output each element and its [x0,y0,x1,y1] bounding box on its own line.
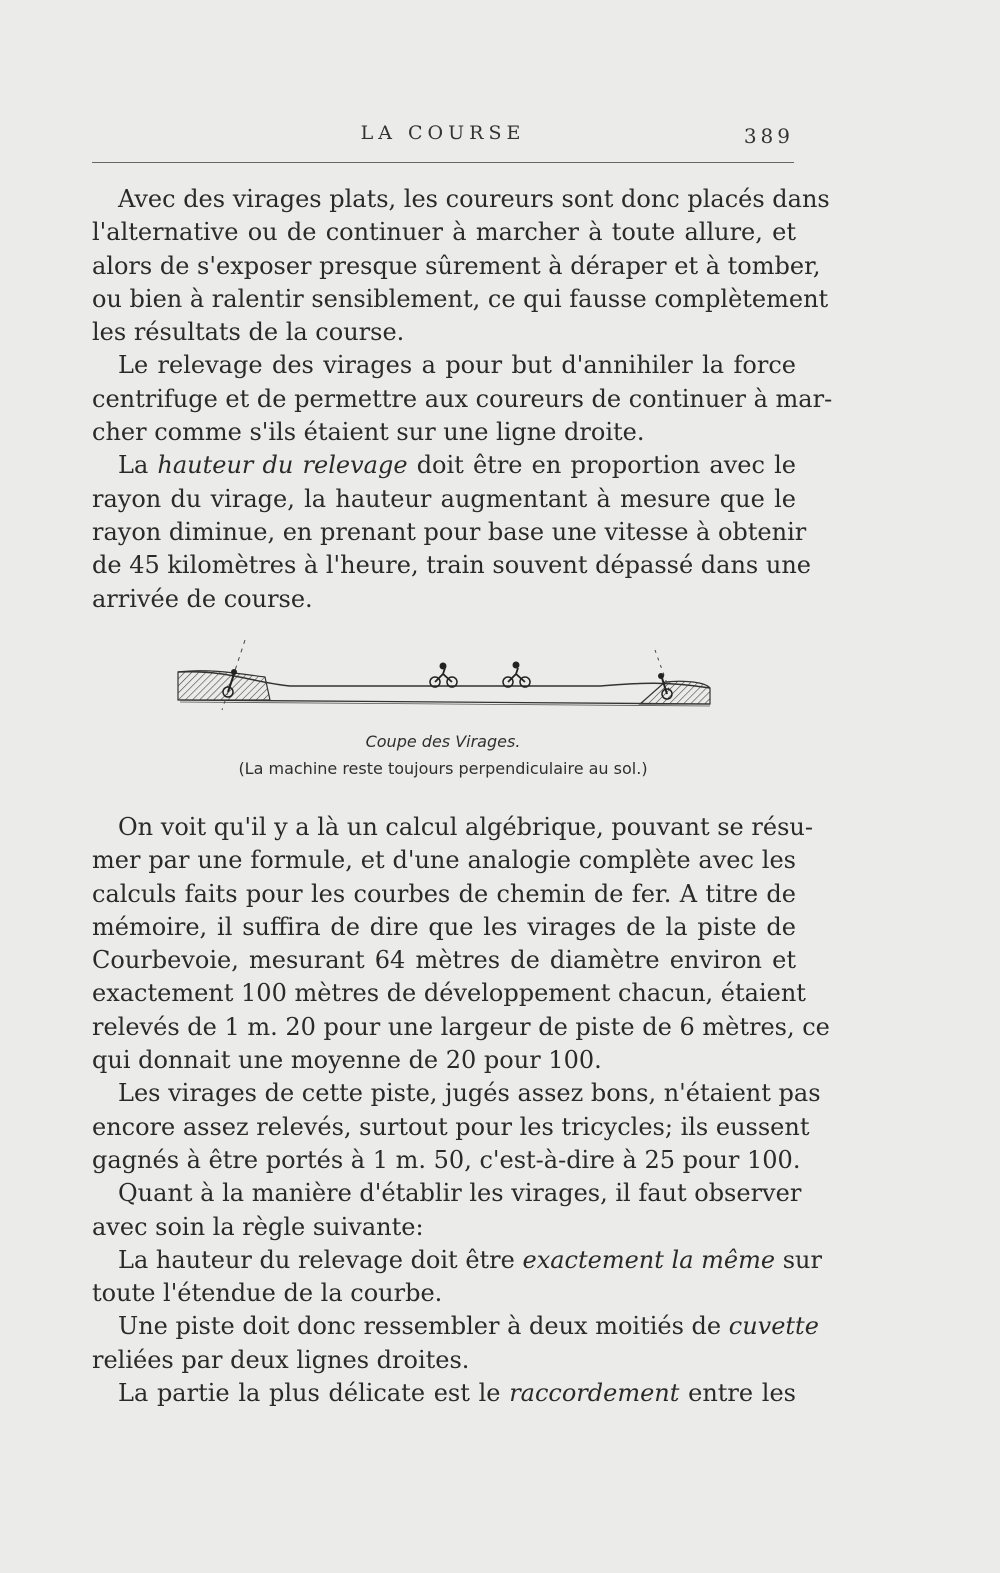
italic-phrase: raccordement [509,1379,680,1408]
text-block-top [92,183,833,616]
page-number: 389 [743,124,794,148]
header-rule [92,162,794,163]
figure-caption-subtitle: (La machine reste toujours perpendiculaire au sol.) [238,759,648,778]
text-line: On voit qu'il y a là un calcul algébrique, pouvant se résu- [118,813,813,841]
text-line: reliées par deux lignes droites. [92,1345,470,1374]
text-line: ou bien à ralentir sensiblement, ce qui fausse complètement [92,284,829,313]
italic-phrase: cuvette [728,1312,819,1341]
text-fragment: doit être en proportion avec le [416,451,796,480]
italic-phrase: hauteur du relevage [157,451,408,480]
text-line: relevés de 1 m. 20 pour une largeur de piste de 6 mètres, ce [92,1012,830,1041]
figure-caption-title: Coupe des Virages. [365,732,521,751]
text-line: mer par une formule, et d'une analogie complète avec les [92,846,796,875]
text-line: mémoire, il suffira de dire que les virages de la piste de [92,912,796,941]
text-line: Avec des virages plats, les coureurs sont donc placés dans [118,185,830,213]
text-line: calculs faits pour les courbes de chemin de fer. A titre de [92,879,796,908]
text-line: de 45 kilomètres à l'heure, train souvent dépassé dans une [92,551,811,580]
text-line: arrivée de course. [92,584,313,613]
text-line: Quant à la manière d'établir les virages, il faut observer [118,1179,802,1208]
text-line: encore assez relevés, surtout pour les tricycles; ils eussent [92,1112,810,1141]
text-line: l'alternative ou de continuer à marcher à toute allure, et [92,218,796,247]
cyclist-icon-center [430,663,457,688]
text-line [92,1244,822,1277]
text-fragment: La hauteur du relevage doit être [118,1245,515,1274]
text-fragment: sur [782,1245,822,1274]
page-header [92,122,794,162]
cyclist-icon-center-right [503,662,530,688]
text-line [92,449,796,482]
text-fragment: Une piste doit donc ressembler à deux moitiés de [118,1312,722,1341]
text-line: centrifuge et de permettre aux coureurs de continuer à mar- [92,384,833,413]
text-fragment: La partie la plus délicate est le [118,1379,501,1408]
text-line: toute l'étendue de la courbe. [92,1279,443,1308]
text-line: rayon diminue, en prenant pour base une vitesse à obtenir [92,517,807,546]
text-line: Courbevoie, mesurant 64 mètres de diamètre environ et [92,946,796,975]
text-fragment: entre les [688,1379,796,1408]
track-cross-section-figure [170,630,720,720]
text-fragment: La [118,451,149,480]
text-line: gagnés à être portés à 1 m. 50, c'est-à-dire à 25 pour 100. [92,1145,801,1174]
italic-phrase: exactement la même [522,1245,776,1274]
text-line: Le relevage des virages a pour but d'annihiler la force [118,351,796,380]
text-line: cher comme s'ils étaient sur une ligne droite. [92,418,645,447]
text-line [92,1310,819,1343]
text-line: les résultats de la course. [92,318,405,347]
text-line: rayon du virage, la hauteur augmentant à mesure que le [92,484,796,513]
text-line: exactement 100 mètres de développement chacun, étaient [92,979,806,1008]
running-title: LA COURSE [360,122,526,144]
text-line: avec soin la règle suivante: [92,1212,424,1241]
text-line: qui donnait une moyenne de 20 pour 100. [92,1046,602,1075]
text-line: Les virages de cette piste, jugés assez bons, n'étaient pas [118,1079,821,1108]
text-block-bottom [92,811,830,1410]
text-line: alors de s'exposer presque sûrement à déraper et à tomber, [92,251,821,280]
text-line [92,1377,796,1410]
